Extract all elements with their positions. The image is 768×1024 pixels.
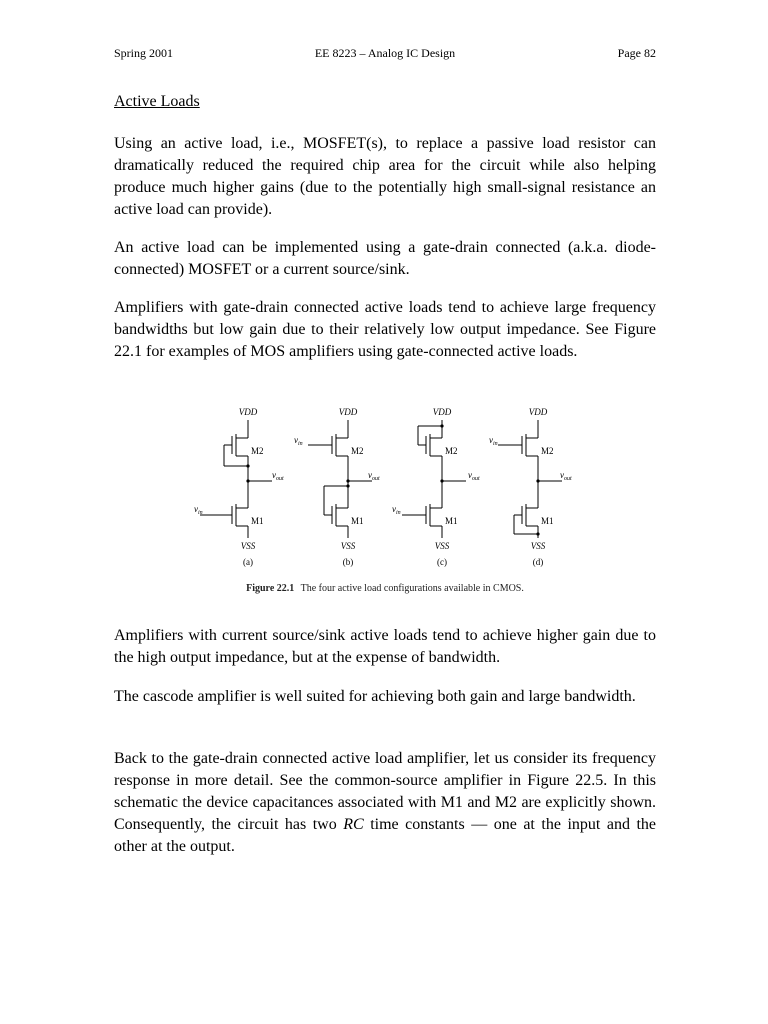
figure-caption-text: The four active load configurations available in CMOS. <box>300 583 524 594</box>
m2-label-a: M2 <box>251 446 264 456</box>
vout-label-d: $v_{out}$ <box>560 470 572 482</box>
subfigure-label-c: (c) <box>437 557 447 567</box>
vss-label-c: VSS <box>434 541 450 551</box>
m1-label-d: M1 <box>541 516 554 526</box>
paragraph-3: Amplifiers with gate-drain connected active loads tend to achieve large frequency bandwidths but low gain due to their relatively low output impedance. See Figure 22.1 for examples of MOS amplifiers using gate-connected active loads. <box>114 299 656 360</box>
vdd-label-a: VDD <box>238 407 258 417</box>
paragraph-5: The cascode amplifier is well suited for achieving both gain and large bandwidth. <box>114 688 636 705</box>
paragraph-6-text-b: time constants — one at the input and the other at the output. <box>114 816 657 855</box>
vss-label-d: VSS <box>530 541 546 551</box>
subfigure-label-b: (b) <box>342 557 354 567</box>
vout-label-a: $v_{out}$ <box>272 470 284 482</box>
subfigure-label-d: (d) <box>532 557 544 567</box>
vout-label-b: $v_{out}$ <box>368 470 380 482</box>
figure-caption <box>180 583 590 594</box>
vdd-label-c: VDD <box>432 407 452 417</box>
vout-label-c: $v_{out}$ <box>468 470 480 482</box>
vin-label-c: $v_{in}$ <box>392 504 401 516</box>
vss-label-b: VSS <box>340 541 356 551</box>
section-title: Active Loads <box>114 93 200 110</box>
header-page-number: Page 82 <box>617 46 656 60</box>
header-semester: Spring 2001 <box>114 46 174 60</box>
vdd-label-b: VDD <box>338 407 358 417</box>
paragraph-4: Amplifiers with current source/sink active loads tend to achieve higher gain due to the high output impedance, but at the expense of bandwidth. <box>114 627 656 666</box>
paragraph-6-rc: RC <box>343 816 364 833</box>
paragraph-1: Using an active load, i.e., MOSFET(s), to replace a passive load resistor can dramatically reduced the required chip area for the circuit while also helping produce much higher gains (due to the potentially high small-signal resistance an active load can provide). <box>114 135 656 218</box>
vdd-label-d: VDD <box>528 407 548 417</box>
m2-label-b: M2 <box>351 446 364 456</box>
m1-label-a: M1 <box>251 516 264 526</box>
figure-22-1 <box>180 398 590 603</box>
subfigure-label-a: (a) <box>243 557 253 567</box>
vin-label-a: $v_{in}$ <box>194 504 203 516</box>
m2-label-d: M2 <box>541 446 554 456</box>
vin-label-b: $v_{in}$ <box>294 435 303 447</box>
paragraph-2: An active load can be implemented using a gate-drain connected (a.k.a. diode-connected) MOSFET or a current source/sink. <box>114 239 656 278</box>
m1-label-c: M1 <box>445 516 458 526</box>
m1-label-b: M1 <box>351 516 364 526</box>
schematic-diagram <box>180 398 590 583</box>
vss-label-a: VSS <box>240 541 256 551</box>
m2-label-c: M2 <box>445 446 458 456</box>
vin-label-d: $v_{in}$ <box>489 435 498 447</box>
figure-caption-label: Figure 22.1 <box>246 583 295 594</box>
paragraph-6-text-a: Back to the gate-drain connected active load amplifier, let us consider its frequency response in more detail. See the common-source amplifier in Figure 22.5. In this schematic the device capacitances associated with M1 and M2 are explicitly shown. Consequently, the circuit has two <box>114 750 656 833</box>
paragraph-6 <box>114 748 656 858</box>
header-course: EE 8223 – Analog IC Design <box>314 46 456 60</box>
page-header <box>114 46 656 64</box>
